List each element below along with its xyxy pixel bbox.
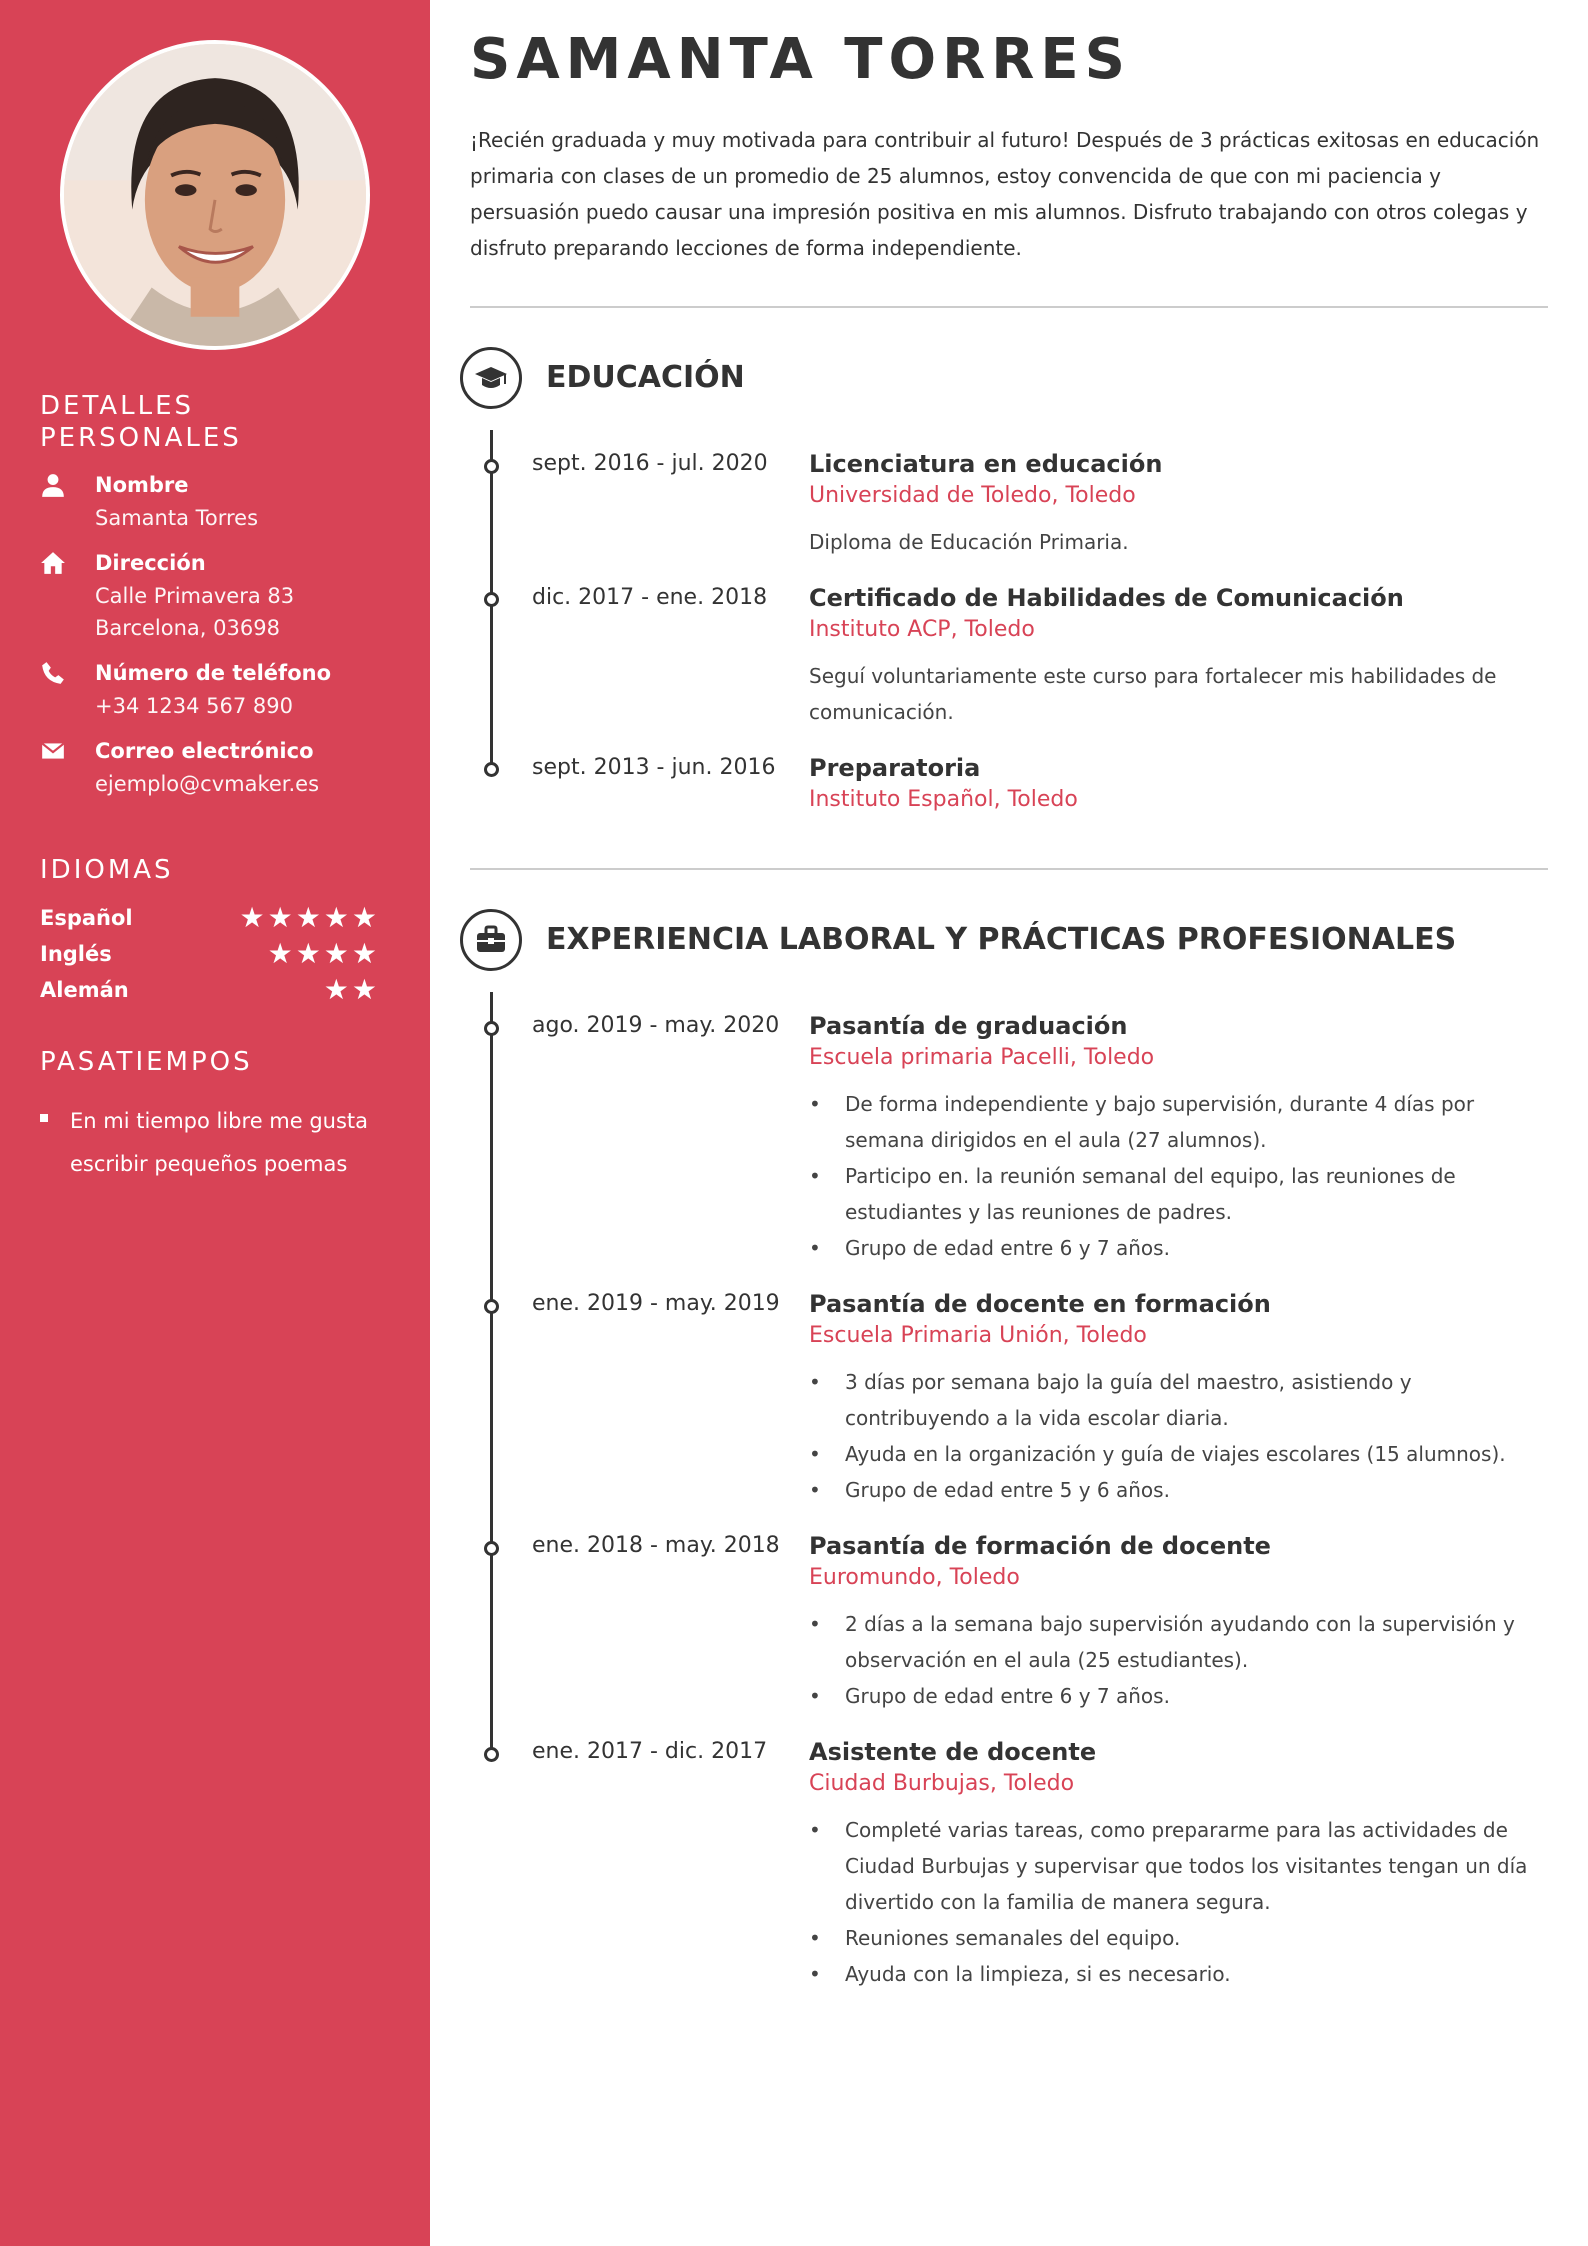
bullet-icon	[40, 1114, 48, 1122]
detail-value: Calle Primavera 83 Barcelona, 03698	[95, 584, 295, 640]
graduation-cap-icon	[460, 347, 522, 409]
detail-value: +34 1234 567 890	[95, 694, 293, 718]
entry-title: Certificado de Habilidades de Comunicación	[809, 584, 1404, 612]
entry-date: ago. 2019 - may. 2020	[532, 1013, 780, 1038]
personal-details-heading	[40, 390, 260, 454]
language-item	[40, 938, 380, 970]
detail-label: Correo electrónico	[95, 739, 314, 763]
list-item: • Grupo de edad entre 5 y 6 años.	[809, 1472, 1529, 1508]
language-name: Inglés	[40, 942, 112, 966]
star-rating-icon: ★★	[323, 973, 380, 1006]
entry-bullet-list	[809, 1364, 1529, 1508]
entry-title: Pasantía de graduación	[809, 1012, 1128, 1040]
entry-organization: Ciudad Burbujas, Toledo	[809, 1771, 1075, 1796]
list-item: • Completé varias tareas, como prepararme para las actividades de Ciudad Burbujas y supervisar que todos los visitantes tengan un día divertido con la familia de manera segura.	[809, 1812, 1529, 1920]
list-item: • Grupo de edad entre 6 y 7 años.	[809, 1230, 1529, 1266]
language-name: Alemán	[40, 978, 129, 1002]
star-rating-icon: ★★★★★	[239, 901, 380, 934]
list-item: • Ayuda con la limpieza, si es necesario.	[809, 1956, 1529, 1992]
entry-description: Diploma de Educación Primaria.	[809, 530, 1129, 554]
entry-date: sept. 2013 - jun. 2016	[532, 755, 776, 780]
language-name: Español	[40, 906, 133, 930]
envelope-icon	[40, 738, 70, 768]
language-item	[40, 902, 380, 934]
entry-title: Asistente de docente	[809, 1738, 1097, 1766]
languages-heading: IDIOMAS	[40, 855, 174, 885]
experience-section-title: EXPERIENCIA LABORAL Y PRÁCTICAS PROFESIONALES	[546, 922, 1457, 957]
entry-organization: Euromundo, Toledo	[809, 1565, 1020, 1590]
sidebar	[0, 0, 430, 2246]
list-item: • 2 días a la semana bajo supervisión ayudando con la supervisión y observación en el aula (25 estudiantes).	[809, 1606, 1529, 1678]
list-item: • Reuniones semanales del equipo.	[809, 1920, 1529, 1956]
profile-photo	[60, 40, 370, 350]
education-section-title: EDUCACIÓN	[546, 360, 745, 395]
entry-bullet-list	[809, 1812, 1529, 1992]
star-rating-icon: ★★★★	[267, 937, 380, 970]
entry-title: Pasantía de formación de docente	[809, 1532, 1271, 1560]
home-icon	[40, 550, 70, 580]
timeline-node	[484, 1747, 499, 1762]
personal-details-heading-text: DETALLES PERSONALES	[40, 391, 242, 453]
entry-organization: Instituto Español, Toledo	[809, 787, 1078, 812]
entry-organization: Escuela Primaria Unión, Toledo	[809, 1323, 1147, 1348]
language-item	[40, 974, 380, 1006]
list-item: • De forma independiente y bajo supervisión, durante 4 días por semana dirigidos en el aula (27 alumnos).	[809, 1086, 1529, 1158]
entry-title: Pasantía de docente en formación	[809, 1290, 1271, 1318]
detail-label: Nombre	[95, 473, 189, 497]
entry-organization: Instituto ACP, Toledo	[809, 617, 1035, 642]
entry-organization: Escuela primaria Pacelli, Toledo	[809, 1045, 1155, 1070]
entry-title: Preparatoria	[809, 754, 981, 782]
hobbies-heading: PASATIEMPOS	[40, 1047, 253, 1077]
divider	[470, 868, 1548, 870]
list-item: • Ayuda en la organización y guía de viajes escolares (15 alumnos).	[809, 1436, 1529, 1472]
entry-description: Seguí voluntariamente este curso para fortalecer mis habilidades de comunicación.	[809, 664, 1497, 724]
divider	[470, 306, 1548, 308]
list-item: • 3 días por semana bajo la guía del maestro, asistiendo y contribuyendo a la vida escolar diaria.	[809, 1364, 1529, 1436]
briefcase-icon	[460, 909, 522, 971]
entry-bullet-list	[809, 1086, 1529, 1266]
entry-date: ene. 2019 - may. 2019	[532, 1291, 780, 1316]
entry-title: Licenciatura en educación	[809, 450, 1163, 478]
entry-bullet-list	[809, 1606, 1529, 1714]
entry-date: ene. 2017 - dic. 2017	[532, 1739, 768, 1764]
hobby-text: En mi tiempo libre me gusta escribir pequeños poemas	[70, 1109, 369, 1176]
timeline-node	[484, 762, 499, 777]
timeline-node	[484, 1299, 499, 1314]
timeline-node	[484, 592, 499, 607]
entry-date: sept. 2016 - jul. 2020	[532, 451, 768, 476]
timeline-node	[484, 1541, 499, 1556]
phone-icon	[40, 660, 70, 690]
page-title: SAMANTA TORRES	[470, 27, 1131, 92]
timeline-node	[484, 459, 499, 474]
detail-value: Samanta Torres	[95, 506, 259, 530]
detail-label: Número de teléfono	[95, 661, 331, 685]
entry-organization: Universidad de Toledo, Toledo	[809, 483, 1136, 508]
list-item: • Participo en. la reunión semanal del equipo, las reuniones de estudiantes y las reuniones de padres.	[809, 1158, 1529, 1230]
timeline-node	[484, 1021, 499, 1036]
person-icon	[40, 472, 70, 502]
list-item: • Grupo de edad entre 6 y 7 años.	[809, 1678, 1529, 1714]
entry-date: dic. 2017 - ene. 2018	[532, 585, 768, 610]
detail-value: ejemplo@cvmaker.es	[95, 772, 320, 796]
profile-summary: ¡Recién graduada y muy motivada para contribuir al futuro! Después de 3 prácticas exitosas en educación primaria con clases de un promedio de 25 alumnos, estoy convencida de que con mi paciencia y persuasión puedo causar una impresión positiva en mis alumnos. Disfruto trabajando con otros colegas y disfruto preparando lecciones de forma independiente.	[470, 128, 1540, 260]
profile-photo-illustration	[64, 44, 366, 346]
entry-date: ene. 2018 - may. 2018	[532, 1533, 780, 1558]
detail-label: Dirección	[95, 551, 206, 575]
experience-timeline	[490, 992, 493, 1754]
